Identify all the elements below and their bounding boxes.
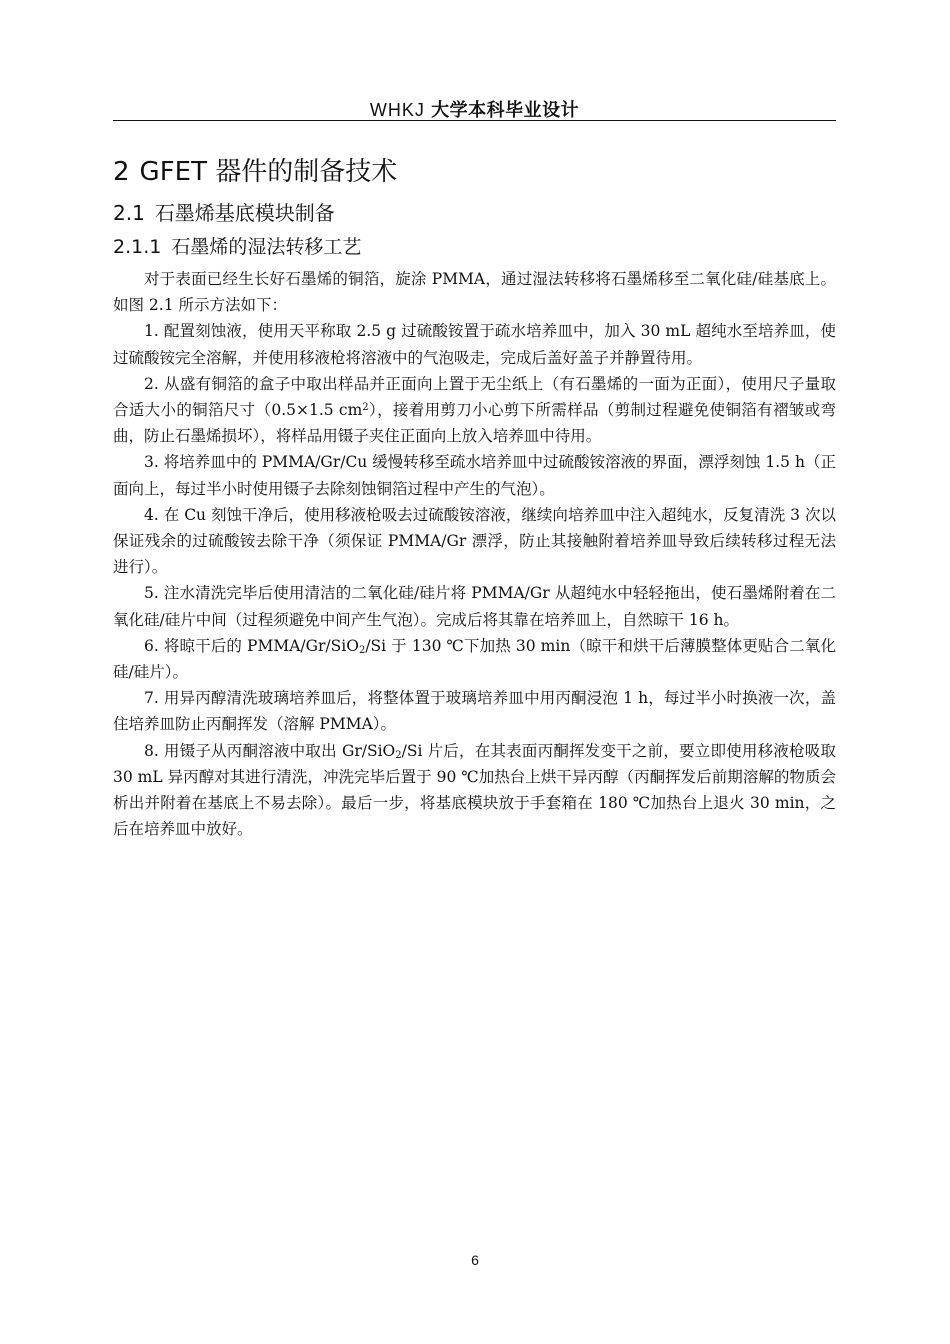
- header-rule: [113, 120, 836, 121]
- step-8-subscript: 2: [395, 749, 402, 761]
- page-header: [113, 96, 836, 122]
- header-title: 大学本科毕业设计: [431, 100, 580, 121]
- step-1-paragraph: 1. 配置刻蚀液，使用天平称取 2.5 g 过硫酸铵置于疏水培养皿中，加入 30 mL 超纯水至培养皿，使过硫酸铵完全溶解，并使用移液枪将溶液中的气泡吸走，完成后盖好盖子并静置待用。: [113, 322, 836, 367]
- subsection-title: 石墨烯的湿法转移工艺: [171, 236, 362, 258]
- step-2-text-a: 2. 从盛有铜箔的盒子中取出样品并正面向上置于无尘纸上（有石墨烯的一面为正面），使用尺子量取合适大小的铜箔尺寸（0.5×1.5 cm: [113, 374, 836, 420]
- subsection-number: 2.1.1: [113, 236, 162, 258]
- step-6-paragraph: [113, 633, 836, 685]
- body-text: [113, 266, 836, 842]
- chapter-number: 2: [113, 157, 130, 187]
- subsection-heading: [113, 234, 361, 260]
- step-8-text-a: 8. 用镊子从丙酮溶液中取出 Gr/SiO: [144, 741, 396, 760]
- step-5-paragraph: 5. 注水清洗完毕后使用清洁的二氧化硅/硅片将 PMMA/Gr 从超纯水中轻轻拖出，使石墨烯附着在二氧化硅/硅片中间（过程须避免中间产生气泡）。完成后将其靠在培养皿上，自然晾干 16 h。: [113, 584, 836, 629]
- intro-paragraph: 对于表面已经生长好石墨烯的铜箔，旋涂 PMMA，通过湿法转移将石墨烯移至二氧化硅/硅基底上。如图 2.1 所示方法如下：: [113, 270, 836, 315]
- page-number: 6: [471, 1252, 479, 1268]
- step-6-subscript: 2: [358, 644, 366, 656]
- step-8-text-b: /Si 片后，在其表面丙酮挥发变干之前，要立即使用移液枪吸取 30 mL 异丙醇对其进行清洗，冲洗完毕后置于 90 ℃加热台上烘干异丙醇（丙酮挥发后前期溶解的物质会析出并附着在基底上不易去除）。最后一步，将基底模块放于手套箱在 180 ℃加热台上退火 30 min，之后在培养皿中放好。: [113, 741, 836, 839]
- step-2-paragraph: [113, 371, 836, 450]
- chapter-heading: [113, 156, 397, 188]
- step-2-superscript: 2: [362, 402, 369, 414]
- step-2-text-b: ），接着用剪刀小心剪下所需样品（剪制过程避免使铜箔有褶皱或弯曲，防止石墨烯损坏），将样品用镊子夹住正面向上放入培养皿中待用。: [113, 401, 836, 446]
- section-title: 石墨烯基底模块制备: [154, 201, 335, 225]
- section-heading: [113, 200, 335, 226]
- header-brand: WHKJ: [369, 100, 425, 120]
- section-number: 2.1: [113, 201, 145, 225]
- chapter-title: GFET 器件的制备技术: [139, 157, 398, 187]
- step-7-paragraph: 7. 用异丙醇清洗玻璃培养皿后，将整体置于玻璃培养皿中用丙酮浸泡 1 h，每过半小时换液一次，盖住培养皿防止丙酮挥发（溶解 PMMA）。: [113, 689, 836, 734]
- step-4-paragraph: 4. 在 Cu 刻蚀干净后，使用移液枪吸去过硫酸铵溶液，继续向培养皿中注入超纯水，反复清洗 3 次以保证残余的过硫酸铵去除干净（须保证 PMMA/Gr 漂浮，防止其接触附着培养皿导致后续转移过程无法进行）。: [113, 505, 836, 577]
- step-6-text-b: /Si 于 130 ℃下加热 30 min（晾干和烘干后薄膜整体更贴合二氧化硅/硅片）。: [113, 636, 836, 682]
- step-8-paragraph: [113, 738, 836, 843]
- step-6-text-a: 6. 将晾干后的 PMMA/Gr/SiO: [144, 636, 359, 655]
- step-3-paragraph: 3. 将培养皿中的 PMMA/Gr/Cu 缓慢转移至疏水培养皿中过硫酸铵溶液的界面，漂浮刻蚀 1.5 h（正面向上，每过半小时使用镊子去除刻蚀铜箔过程中产生的气泡）。: [113, 453, 836, 498]
